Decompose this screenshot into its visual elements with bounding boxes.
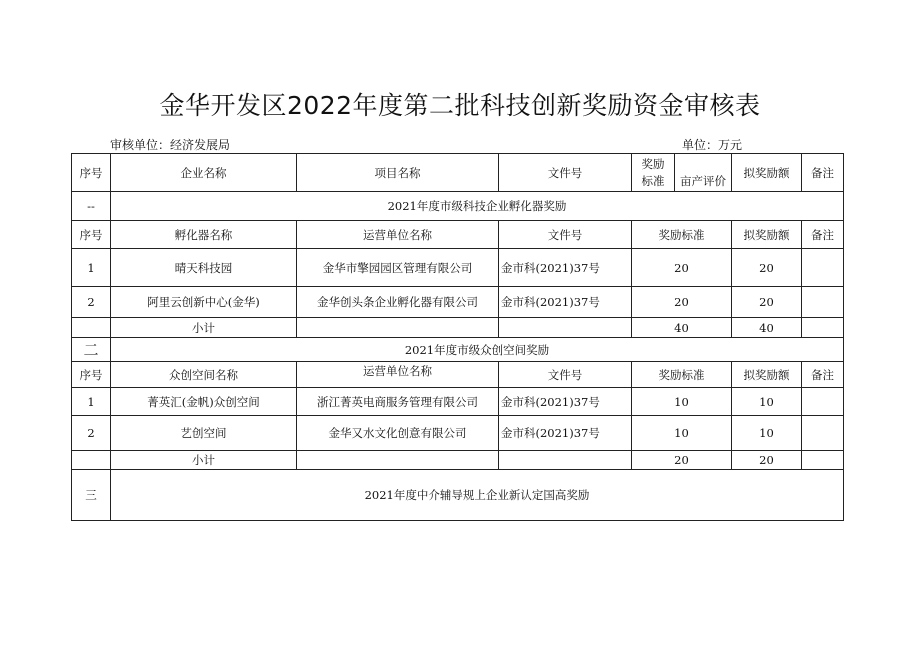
section-title: 2021年度市级众创空间奖励 <box>111 338 844 362</box>
header-doc: 文件号 <box>499 154 632 192</box>
header-eval: 亩产评价 <box>675 154 732 192</box>
section-header-seq: 序号 <box>72 362 111 388</box>
table-row <box>72 416 844 451</box>
subtotal-doc <box>499 451 632 470</box>
audit-table <box>71 153 844 521</box>
section-header-amount: 拟奖励额 <box>732 362 802 388</box>
header-seq: 序号 <box>72 154 111 192</box>
header-note: 备注 <box>802 154 844 192</box>
row-seq: 1 <box>72 388 111 416</box>
row-std: 10 <box>632 388 732 416</box>
row-seq: 2 <box>72 287 111 318</box>
section-header-amount: 拟奖励额 <box>732 221 802 249</box>
row-operator: 金华创头条企业孵化器有限公司 <box>297 287 499 318</box>
section-header-std: 奖励标准 <box>632 362 732 388</box>
section-number: -- <box>72 192 111 221</box>
section-title-row <box>72 470 844 521</box>
row-note <box>802 287 844 318</box>
subtotal-std: 40 <box>632 318 732 338</box>
row-name: 艺创空间 <box>111 416 297 451</box>
subtotal-row <box>72 451 844 470</box>
subtotal-row <box>72 318 844 338</box>
row-seq: 1 <box>72 249 111 287</box>
table-row <box>72 249 844 287</box>
header-std <box>632 154 675 192</box>
section-number: 三 <box>72 470 111 521</box>
row-note <box>802 388 844 416</box>
row-amount: 10 <box>732 388 802 416</box>
section-header-note: 备注 <box>802 362 844 388</box>
row-doc: 金市科(2021)37号 <box>499 249 632 287</box>
row-amount: 20 <box>732 287 802 318</box>
table-header-row <box>72 154 844 192</box>
row-doc: 金市科(2021)37号 <box>499 388 632 416</box>
subtotal-label: 小计 <box>111 318 297 338</box>
subtotal-operator <box>297 318 499 338</box>
subtotal-seq <box>72 451 111 470</box>
header-std-top: 奖励 <box>641 156 665 171</box>
section-header-operator: 运营单位名称 <box>297 362 499 388</box>
row-name: 菁英汇(金帆)众创空间 <box>111 388 297 416</box>
section-header-row <box>72 362 844 388</box>
row-amount: 20 <box>732 249 802 287</box>
subtotal-note <box>802 318 844 338</box>
row-name: 晴天科技园 <box>111 249 297 287</box>
header-project: 项目名称 <box>297 154 499 192</box>
row-doc: 金市科(2021)37号 <box>499 416 632 451</box>
subtotal-operator <box>297 451 499 470</box>
page-title: 金华开发区2022年度第二批科技创新奖励资金审核表 <box>159 91 761 120</box>
row-seq: 2 <box>72 416 111 451</box>
row-operator: 金华市擎园园区管理有限公司 <box>297 249 499 287</box>
subtotal-amount: 40 <box>732 318 802 338</box>
row-std: 20 <box>632 287 732 318</box>
row-doc: 金市科(2021)37号 <box>499 287 632 318</box>
subtotal-doc <box>499 318 632 338</box>
row-amount: 10 <box>732 416 802 451</box>
table-row <box>72 287 844 318</box>
section-header-row <box>72 221 844 249</box>
section-title: 2021年度中介辅导规上企业新认定国高奖励 <box>111 470 844 521</box>
subtotal-label: 小计 <box>111 451 297 470</box>
section-number: 二 <box>72 338 111 362</box>
row-note <box>802 249 844 287</box>
section-title-row <box>72 338 844 362</box>
section-title-row <box>72 192 844 221</box>
table-row <box>72 388 844 416</box>
header-company: 企业名称 <box>111 154 297 192</box>
currency-unit: 单位：万元 <box>682 138 743 152</box>
subtotal-std: 20 <box>632 451 732 470</box>
section-header-name: 众创空间名称 <box>111 362 297 388</box>
header-amount: 拟奖励额 <box>732 154 802 192</box>
section-header-std: 奖励标准 <box>632 221 732 249</box>
row-operator: 金华又水文化创意有限公司 <box>297 416 499 451</box>
section-title: 2021年度市级科技企业孵化器奖励 <box>111 192 844 221</box>
header-std-bottom: 标准 <box>641 173 665 188</box>
section-header-operator: 运营单位名称 <box>297 221 499 249</box>
section-header-note: 备注 <box>802 221 844 249</box>
row-std: 10 <box>632 416 732 451</box>
row-std: 20 <box>632 249 732 287</box>
section-header-name: 孵化器名称 <box>111 221 297 249</box>
section-header-seq: 序号 <box>72 221 111 249</box>
row-operator: 浙江菁英电商服务管理有限公司 <box>297 388 499 416</box>
section-header-doc: 文件号 <box>499 221 632 249</box>
section-header-doc: 文件号 <box>499 362 632 388</box>
row-note <box>802 416 844 451</box>
subtotal-amount: 20 <box>732 451 802 470</box>
subtotal-seq <box>72 318 111 338</box>
subtotal-note <box>802 451 844 470</box>
audit-unit: 审核单位：经济发展局 <box>110 138 231 152</box>
row-name: 阿里云创新中心(金华) <box>111 287 297 318</box>
